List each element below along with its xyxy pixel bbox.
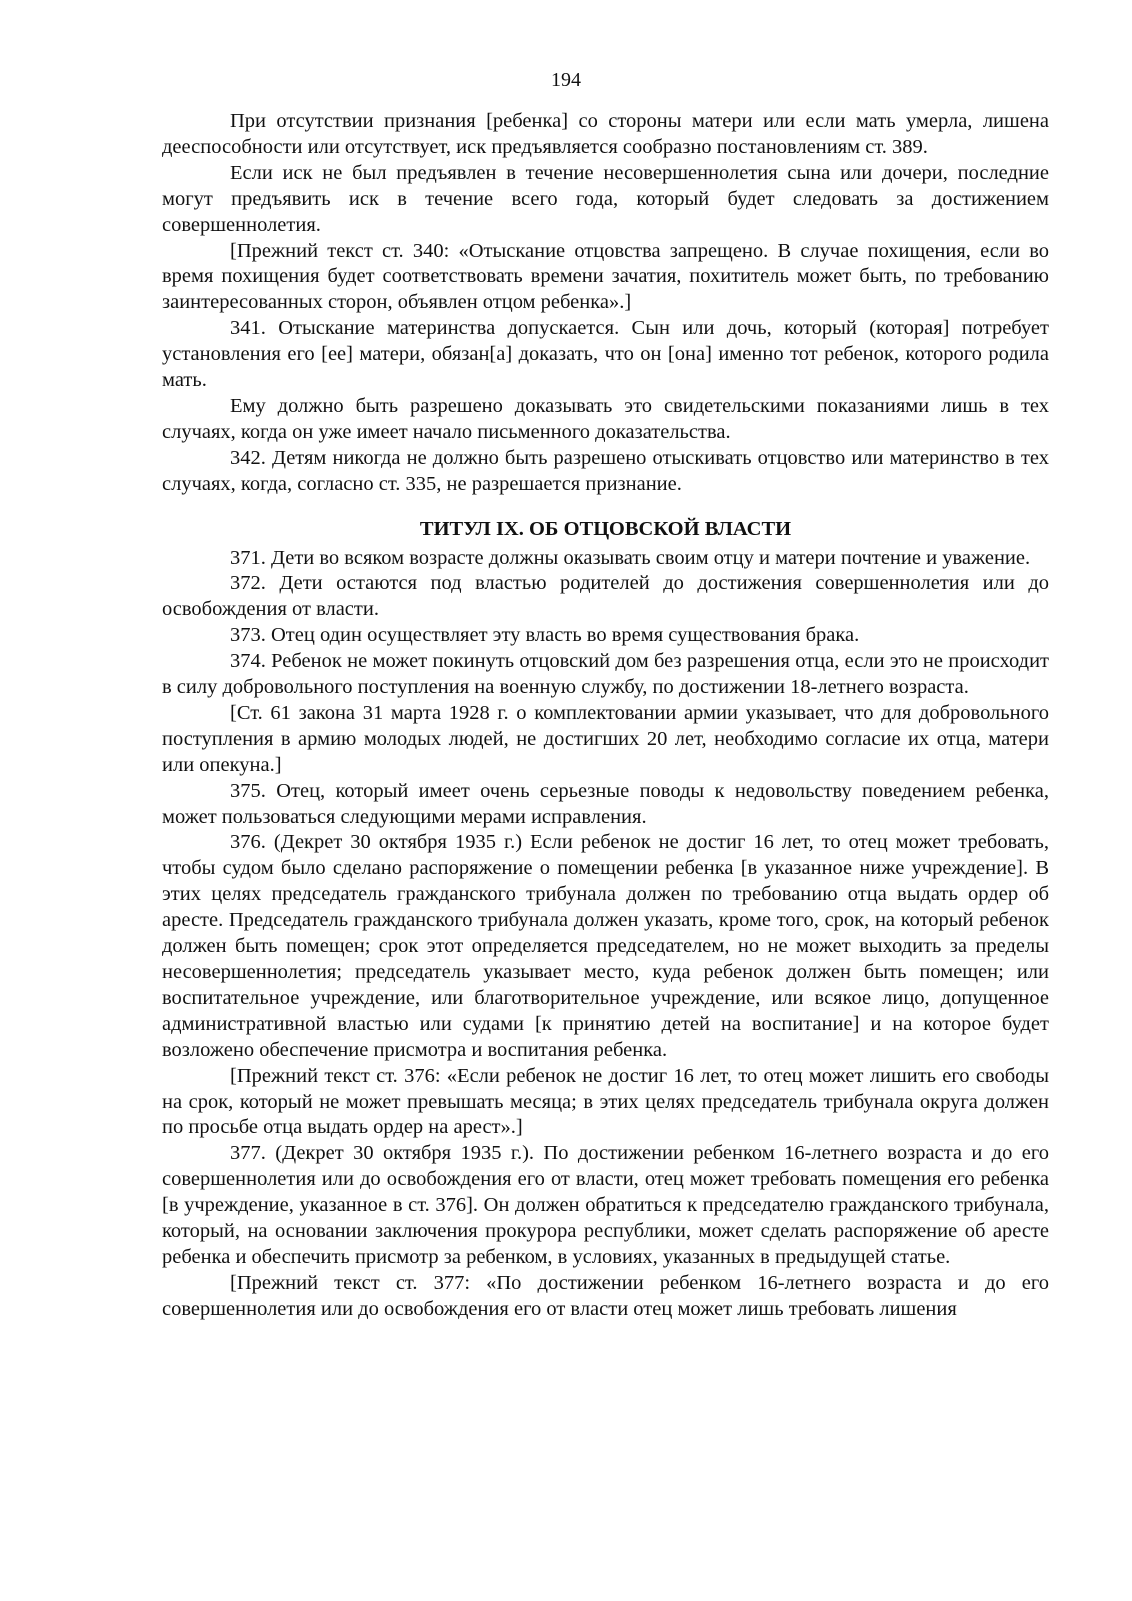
paragraph: 373. Отец один осуществляет эту власть во время существования брака. (230, 624, 860, 647)
paragraph: Если иск не был предъявлен в течение несовершеннолетия сына или дочери, последние могут предъявить иск в течение всего года, который будет следовать за достижением совершеннолетия. (162, 161, 1049, 236)
page-number: 194 (551, 69, 581, 91)
paragraph: 376. (Декрет 30 октября 1935 г.) Если ребенок не достиг 16 лет, то отец может требовать, чтобы судом было сделано распоряжение о помещении ребенка [в указанное ниже учреждение]. В этих целях председатель гражданского трибунала должен по требованию отца выдать ордер об аресте. Председатель гражданского трибунала должен указать, кроме того, срок, на который ребенок должен быть помещен; срок этот определяется председателем, но не может выходить за пределы несовершеннолетия; председатель указывает место, куда ребенок должен быть помещен; или воспитательное учреждение, или благотворительное учреждение, или всякое лицо, допущенное административной властью или судами [к принятию детей на воспитание] и на которое будет возложено обеспечение присмотра и воспитания ребенка. (162, 831, 1049, 1061)
paragraph: [Ст. 61 закона 31 марта 1928 г. о комплектовании армии указывает, что для добровольного поступления в армию молодых людей, не достигших 20 лет, необходимо согласие их отца, матери или опекуна.] (162, 701, 1049, 776)
document-body (162, 109, 1049, 1323)
paragraph: 341. Отыскание материнства допускается. Сын или дочь, который (которая] потребует установления его [ее] матери, обязан[а] доказать, что он [она] именно тот ребенок, которого родила мать. (162, 317, 1049, 392)
paragraph: При отсутствии признания [ребенка] со стороны матери или если мать умерла, лишена дееспособности или отсутствует, иск предъявляется сообразно постановлениям ст. 389. (162, 110, 1049, 158)
paragraph: Ему должно быть разрешено доказывать это свидетельскими показаниями лишь в тех случаях, когда он уже имеет начало письменного доказательства. (162, 394, 1049, 443)
paragraph: 377. (Декрет 30 октября 1935 г.). По достижении ребенком 16-летнего возраста и до его совершеннолетия или до освобождения его от власти, отец может требовать помещения его ребенка [в учреждение, указанное в ст. 376]. Он должен обратиться к председателю гражданского трибунала, который, на основании заключения прокурора республики, может сделать распоряжение об аресте ребенка и обеспечить присмотр за ребенком, в условиях, указанных в предыдущей статье. (162, 1142, 1049, 1268)
paragraph: 371. Дети во всяком возрасте должны оказывать своим отцу и матери почтение и уважение. (230, 546, 1031, 569)
section-heading: ТИТУЛ IX. ОБ ОТЦОВСКОЙ ВЛАСТИ (419, 517, 792, 540)
paragraph: 342. Детям никогда не должно быть разрешено отыскивать отцовство или материнство в тех случаях, когда, согласно ст. 335, не разрешается признание. (162, 446, 1049, 495)
paragraph: 372. Дети остаются под властью родителей до достижения совершеннолетия или до освобождения от власти. (162, 572, 1049, 621)
paragraph: [Прежний текст ст. 376: «Если ребенок не достиг 16 лет, то отец может лишить его свободы на срок, который не может превышать месяца; в этих целях председатель трибунала округа должен по просьбе отца выдать ордер на арест».] (162, 1064, 1049, 1139)
paragraph: [Прежний текст ст. 340: «Отыскание отцовства запрещено. В случае похищения, если во время похищения будет соответствовать времени зачатия, похититель может быть, по требованию заинтересованных сторон, объявлен отцом ребенка».] (162, 239, 1049, 314)
paragraph: 375. Отец, который имеет очень серьезные поводы к недовольству поведением ребенка, может пользоваться следующими мерами исправления. (162, 779, 1049, 828)
paragraph: 374. Ребенок не может покинуть отцовский дом без разрешения отца, если это не происходит в силу добровольного поступления на военную службу, по достижении 18-летнего возраста. (162, 650, 1049, 699)
paragraph: [Прежний текст ст. 377: «По достижении ребенком 16-летнего возраста и до его совершеннолетия или до освобождения его от власти отец может лишь требовать лишения (162, 1271, 1049, 1320)
